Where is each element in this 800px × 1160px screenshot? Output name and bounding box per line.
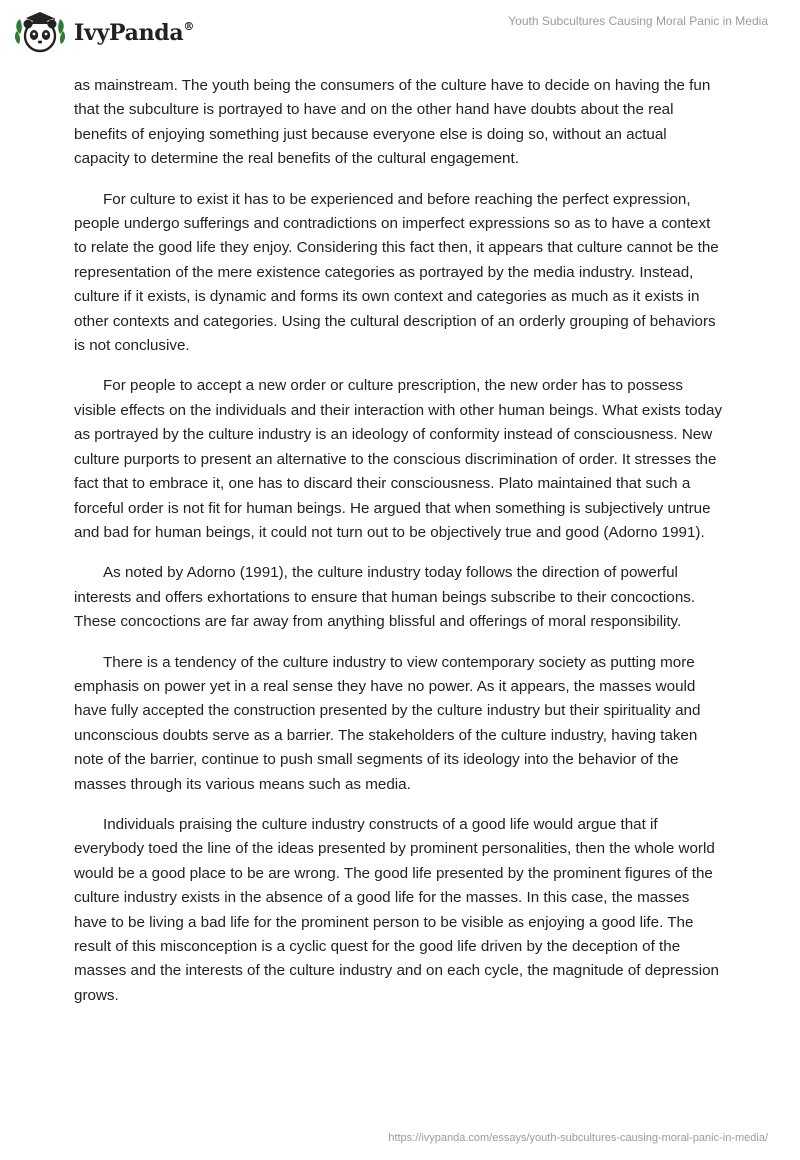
paragraph: as mainstream. The youth being the consumers of the culture have to decide on having the fun that the subculture is portrayed to have and on the other hand have doubts about the real benefits of enjoying something just because everyone else is doing so, without an actual capacity to determine the real benefits of the cultural engagement. [74, 77, 711, 168]
brand-name-text: IvyPanda [74, 20, 184, 46]
panda-graduate-icon [14, 8, 66, 58]
source-url-link[interactable]: https://ivypanda.com/essays/youth-subcultures-causing-moral-panic-in-media/ [388, 1132, 768, 1144]
page-header [0, 0, 800, 64]
brand-name [74, 20, 194, 46]
paragraph: There is a tendency of the culture industry to view contemporary society as putting more emphasis on power yet in a real sense they have no power. As it appears, the masses would have fully accepted the construction presented by the culture industry but their spirituality and unconscious doubts serve as a barrier. The stakeholders of the culture industry, having taken note of the barrier, continue to push small segments of its ideology into the behavior of the masses through its various means such as media. [74, 653, 701, 793]
document-title: Youth Subcultures Causing Moral Panic in Media [508, 14, 768, 28]
paragraph: Individuals praising the culture industry constructs of a good life would argue that if everybody toed the line of the ideas presented by prominent personalities, then the whole world would be a good place to be are wrong. The good life presented by the prominent figures of the culture industry exists in the absence of a good life for the masses. In this case, the masses have to be living a bad life for the prominent person to be visible as enjoying a good life. The result of this misconception is a cyclic quest for the good life driven by the deception of the masses and the interests of the culture industry and on each cycle, the magnitude of depression grows. [74, 815, 720, 1004]
paragraph: For people to accept a new order or culture prescription, the new order has to possess visible effects on the individuals and their interaction with other human beings. What exists today as portrayed by the culture industry is an ideology of conformity instead of consciousness. New culture purports to present an alternative to the conscious discrimination of order. It stresses the fact that to embrace it, one has to discard their consciousness. Plato maintained that such a forceful order is not fit for human beings. He argued that when something is subjectively untrue and bad for human beings, it could not turn out to be objectively true and good (Adorno 1991). [74, 377, 723, 541]
registered-mark: ® [183, 19, 195, 33]
paragraph: For culture to exist it has to be experienced and before reaching the perfect expression, people undergo sufferings and contradictions on imperfect expressions so as to have a context to relate the good life they enjoy. Considering this fact then, it appears that culture cannot be the representation of the mere existence categories as portrayed by the media industry. Instead, culture if it exists, is dynamic and forms its own context and categories as much as it exists in other contexts and categories. Using the cultural description of an orderly grouping of behaviors is not conclusive. [74, 190, 719, 355]
paragraph: As noted by Adorno (1991), the culture industry today follows the direction of powerful interests and offers exhortations to ensure that human beings subscribe to their concoctions. These concoctions are far away from anything blissful and offerings of moral responsibility. [74, 564, 696, 631]
ivypanda-logo[interactable] [14, 8, 204, 58]
essay-body [74, 74, 724, 1024]
